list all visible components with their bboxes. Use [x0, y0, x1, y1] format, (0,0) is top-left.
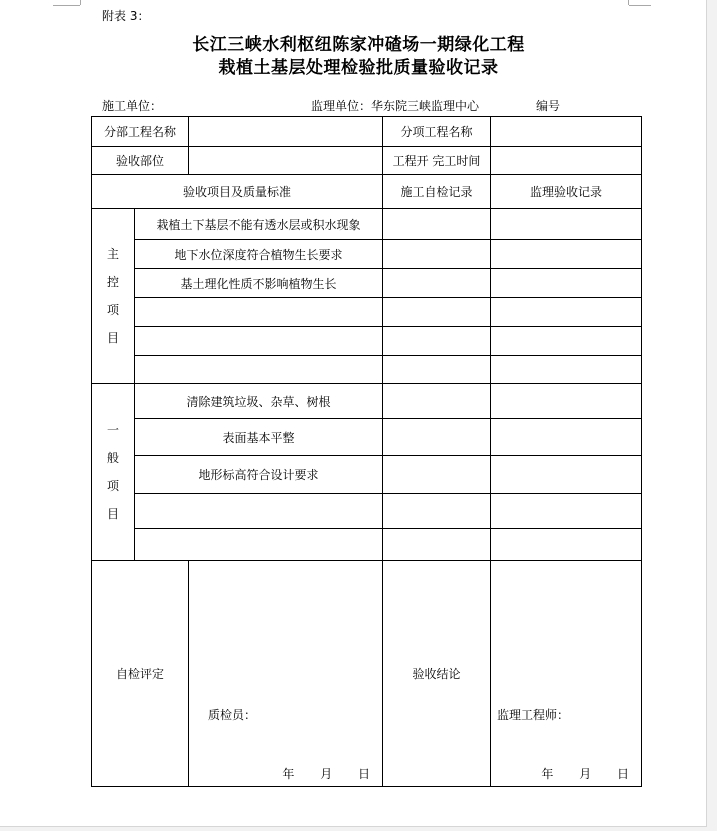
self-check-cell[interactable] [383, 419, 491, 456]
table-row [92, 147, 642, 175]
inspection-part-value[interactable] [189, 147, 383, 175]
attachment-label: 附表 3： [102, 9, 150, 23]
general-item-3: 地形标高符合设计要求 [135, 456, 383, 494]
supervising-engineer-label: 监理工程师： [497, 708, 570, 722]
date-label: 年 月 日 [282, 767, 371, 781]
self-check-cell[interactable] [383, 456, 491, 494]
table-row [92, 529, 642, 561]
table-row [92, 175, 642, 209]
supervision-record-header: 监理验收记录 [491, 175, 642, 209]
main-item-empty[interactable] [135, 327, 383, 356]
inspection-record-table [91, 116, 642, 787]
self-check-header: 施工自检记录 [383, 175, 491, 209]
table-row [92, 209, 642, 240]
general-item-empty[interactable] [135, 529, 383, 561]
acceptance-conclusion-label: 验收结论 [383, 561, 491, 787]
self-check-cell[interactable] [383, 240, 491, 269]
supervision-cell[interactable] [491, 419, 642, 456]
date-label: 年 月 日 [541, 767, 630, 781]
quality-inspector-label: 质检员： [208, 708, 257, 722]
table-row [92, 240, 642, 269]
self-check-cell[interactable] [383, 298, 491, 327]
supervision-cell[interactable] [491, 384, 642, 419]
supervision-cell[interactable] [491, 456, 642, 494]
main-item-2: 地下水位深度符合植物生长要求 [135, 240, 383, 269]
table-row [92, 117, 642, 147]
main-item-1: 栽植土下基层不能有透水层或积水现象 [135, 209, 383, 240]
document-subtitle: 栽植土基层处理检验批质量验收记录 [218, 58, 499, 78]
vertical-char: 控 [106, 275, 119, 289]
table-row [92, 356, 642, 384]
vertical-char: 项 [106, 479, 119, 493]
vertical-char: 目 [106, 507, 119, 521]
supervision-unit-label: 监理单位：华东院三峡监理中心 [311, 99, 480, 113]
supervision-cell[interactable] [491, 494, 642, 529]
table-row [92, 561, 642, 787]
sub-project-label: 分部工程名称 [92, 117, 189, 147]
general-item-empty[interactable] [135, 494, 383, 529]
table-row [92, 298, 642, 327]
vertical-char: 目 [106, 331, 119, 345]
main-item-empty[interactable] [135, 356, 383, 384]
main-item-3: 基土理化性质不影响植物生长 [135, 269, 383, 298]
start-end-time-label: 工程开 完工时间 [383, 147, 491, 175]
acceptance-conclusion-cell[interactable] [491, 561, 642, 787]
supervision-cell[interactable] [491, 240, 642, 269]
item-project-value[interactable] [491, 117, 642, 147]
vertical-char: 主 [106, 247, 119, 261]
general-item-2: 表面基本平整 [135, 419, 383, 456]
supervision-cell[interactable] [491, 298, 642, 327]
table-row [92, 494, 642, 529]
self-check-cell[interactable] [383, 327, 491, 356]
self-evaluation-label: 自检评定 [92, 561, 189, 787]
crop-mark [53, 5, 80, 6]
vertical-char: 般 [106, 451, 119, 465]
self-check-cell[interactable] [383, 384, 491, 419]
table-row [92, 269, 642, 298]
main-control-items-label [92, 209, 135, 384]
supervision-cell[interactable] [491, 269, 642, 298]
items-standards-header: 验收项目及质量标准 [92, 175, 383, 209]
vertical-char: 项 [106, 303, 119, 317]
self-check-cell[interactable] [383, 269, 491, 298]
vertical-char: 一 [106, 423, 119, 437]
general-items-label [92, 384, 135, 561]
supervision-cell[interactable] [491, 209, 642, 240]
crop-mark [80, 0, 81, 5]
supervision-cell[interactable] [491, 356, 642, 384]
self-evaluation-cell[interactable] [189, 561, 383, 787]
self-check-cell[interactable] [383, 209, 491, 240]
table-row [92, 419, 642, 456]
item-project-label: 分项工程名称 [383, 117, 491, 147]
sub-project-value[interactable] [189, 117, 383, 147]
inspection-part-label: 验收部位 [92, 147, 189, 175]
self-check-cell[interactable] [383, 529, 491, 561]
supervision-cell[interactable] [491, 529, 642, 561]
document-title: 长江三峡水利枢纽陈家冲碴场一期绿化工程 [192, 35, 525, 55]
start-end-time-value[interactable] [491, 147, 642, 175]
general-item-1: 清除建筑垃圾、杂草、树根 [135, 384, 383, 419]
table-row [92, 384, 642, 419]
main-item-empty[interactable] [135, 298, 383, 327]
self-check-cell[interactable] [383, 356, 491, 384]
crop-mark [629, 5, 651, 6]
construction-unit-label: 施工单位： [102, 99, 163, 113]
table-row [92, 456, 642, 494]
self-check-cell[interactable] [383, 494, 491, 529]
supervision-cell[interactable] [491, 327, 642, 356]
serial-number-label: 编号 [536, 99, 561, 113]
table-row [92, 327, 642, 356]
